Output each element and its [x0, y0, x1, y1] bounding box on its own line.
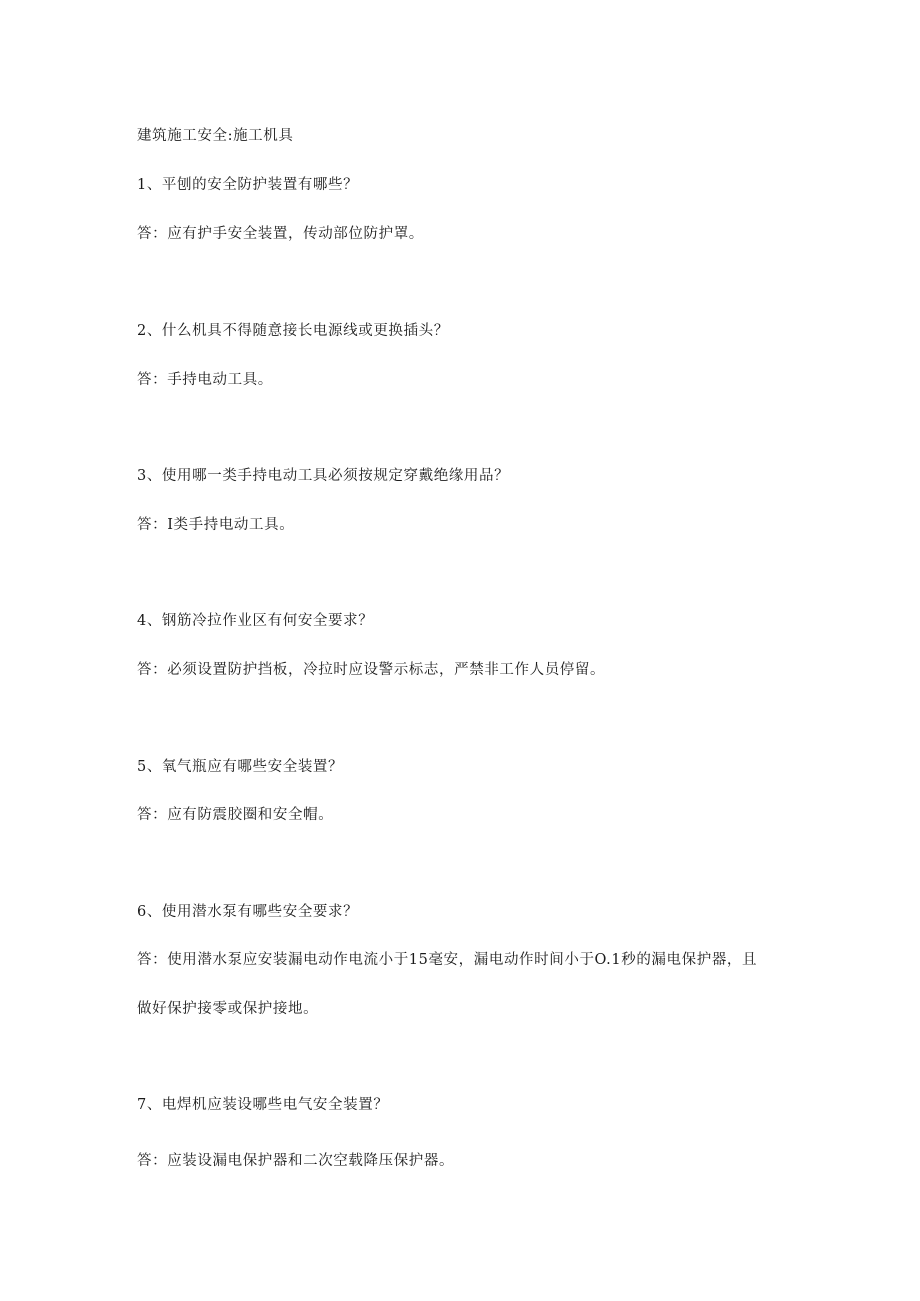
document-title: 建筑施工安全:施工机具 [137, 128, 294, 144]
question-6: 6、使用潜水泵有哪些安全要求？ [137, 904, 359, 920]
question-2: 2、什么机具不得随意接长电源线或更换插头？ [137, 323, 449, 339]
question-7: 7、电焊机应装设哪些电气安全装置？ [137, 1097, 389, 1113]
answer-3: 答：I类手持电动工具。 [137, 517, 295, 533]
answer-4: 答：必须设置防护挡板，冷拉时应设警示标志，严禁非工作人员停留。 [137, 662, 606, 678]
question-1: 1、平刨的安全防护装置有哪些？ [137, 177, 359, 193]
answer-6-continued: 做好保护接零或保护接地。 [137, 1001, 319, 1017]
question-5: 5、氧气瓶应有哪些安全装置？ [137, 759, 344, 775]
answer-6: 答：使用潜水泵应安装漏电动作电流小于15毫安，漏电动作时间小于O.1秒的漏电保护器，且 [137, 952, 758, 968]
answer-5: 答：应有防震胶圈和安全帽。 [137, 807, 334, 823]
answer-7: 答：应装设漏电保护器和二次空载降压保护器。 [137, 1153, 455, 1169]
answer-1: 答：应有护手安全装置，传动部位防护罩。 [137, 226, 424, 242]
answer-2: 答：手持电动工具。 [137, 372, 273, 388]
question-4: 4、钢筋冷拉作业区有何安全要求？ [137, 613, 374, 629]
question-3: 3、使用哪一类手持电动工具必须按规定穿戴绝缘用品？ [137, 468, 510, 484]
